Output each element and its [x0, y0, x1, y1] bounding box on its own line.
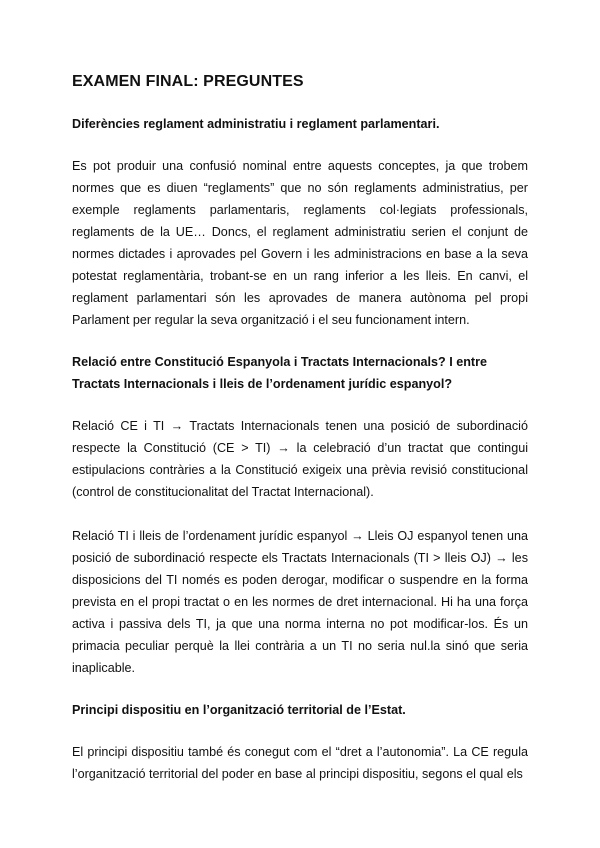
- question-heading: Relació entre Constitució Espanyola i Tractats Internacionals? I entre Tractats Internacionals i lleis de l’ordenament jurídic espanyol?: [72, 355, 488, 391]
- answer-paragraph: El principi dispositiu també és conegut com el “dret a l’autonomia”. La CE regula l’organització territorial del poder en base al principi dispositiu, segons el qual els: [72, 745, 528, 781]
- document-title: EXAMEN FINAL: PREGUNTES: [72, 73, 304, 90]
- answer-paragraph: Relació TI i lleis de l’ordenament jurídic espanyol → Lleis OJ espanyol tenen una posició de subordinació respecte els Tractats Internacionals (TI > lleis OJ) → les disposicions del TI només es poden derogar, modificar o suspendre en la forma prevista en el propi tractat o en les normes de dret internacional. Hi ha una força activa i passiva dels TI, ja que una norma interna no pot modificar-los. És un primacia peculiar perquè la llei contrària a un TI no seria nul.la sinó que seria inaplicable.: [72, 529, 528, 675]
- question-heading: Principi dispositiu en l’organització territorial de l’Estat.: [72, 703, 406, 717]
- question-heading: Diferències reglament administratiu i reglament parlamentari.: [72, 117, 440, 131]
- answer-paragraph: Relació CE i TI → Tractats Internacionals tenen una posició de subordinació respecte la Constitució (CE > TI) → la celebració d’un tractat que contingui estipulacions contràries a la Constitució exigeix una prèvia revisió constitucional (control de constitucionalitat del Tractat Internacional).: [72, 419, 528, 499]
- answer-paragraph: Es pot produir una confusió nominal entre aquests conceptes, ja que trobem normes que es diuen “reglaments” que no són reglaments administratius, per exemple reglaments parlamentaris, reglaments col·legiats professionals, reglaments de la UE… Doncs, el reglament administratiu serien el conjunt de normes dictades i aprovades pel Govern i les administracions en base a la seva potestat reglamentària, trobant-se en un rang inferior a les lleis. En canvi, el reglament parlamentari són les aprovades de manera autònoma pel propi Parlament per regular la seva organització i el seu funcionament intern.: [72, 159, 528, 327]
